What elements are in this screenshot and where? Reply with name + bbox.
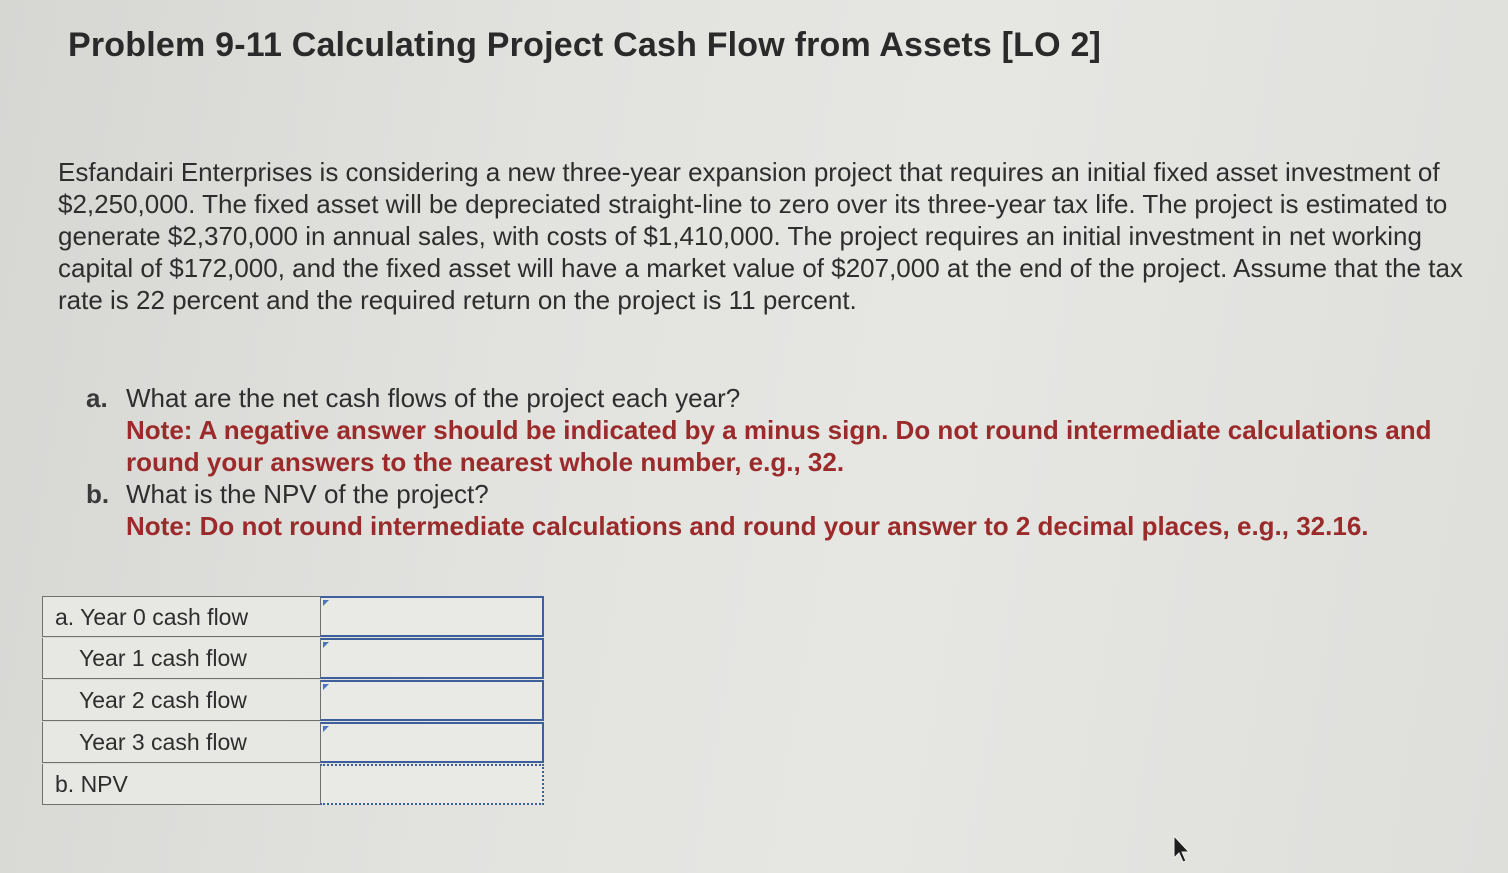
table-row [42,680,544,722]
row-label: b. NPV [42,764,320,805]
problem-statement: Esfandairi Enterprises is considering a new three-year expansion project that requires an initial fixed asset investment of $2,250,000. The fixed asset will be depreciated straight-line to zero over its three-year tax life. The project is estimated to generate $2,370,000 in annual sales, with costs of $1,410,000. The project requires an initial investment in net working capital of $172,000, and the fixed asset will have a market value of $207,000 at the end of the project. Assume that the tax rate is 22 percent and the required return on the project is 11 percent. [58,157,1463,315]
question-text: What is the NPV of the project? [126,479,489,509]
year-3-cash-flow-input-cell[interactable] [320,722,544,763]
question-note: Note: A negative answer should be indicated by a minus sign. Do not round intermediate calculations and round your answers to the nearest whole number, e.g., 32. [126,415,1432,477]
row-label: Year 2 cash flow [42,680,320,721]
question-b [86,478,1486,542]
question-note: Note: Do not round intermediate calculations and round your answer to 2 decimal places, e.g., 32.16. [126,511,1369,541]
question-list [86,382,1486,542]
year-3-cash-flow-input[interactable] [321,724,542,761]
mouse-pointer-icon [1172,834,1192,864]
year-0-cash-flow-input-cell[interactable] [320,596,544,637]
table-row [42,722,544,764]
input-marker-icon [323,642,329,648]
year-1-cash-flow-input-cell[interactable] [320,638,544,679]
year-2-cash-flow-input[interactable] [321,682,542,719]
row-label: Year 1 cash flow [42,638,320,679]
question-label: a. [86,383,108,413]
table-row [42,638,544,680]
row-label: a. Year 0 cash flow [42,596,320,637]
question-text: What are the net cash flows of the project each year? [126,383,741,413]
table-row [42,764,544,806]
year-0-cash-flow-input[interactable] [321,598,542,635]
year-2-cash-flow-input-cell[interactable] [320,680,544,721]
npv-input-cell[interactable] [320,764,544,805]
table-row [42,596,544,638]
row-label: Year 3 cash flow [42,722,320,763]
input-marker-icon [323,684,329,690]
answer-table [42,596,544,806]
input-marker-icon [323,726,329,732]
year-1-cash-flow-input[interactable] [321,640,542,677]
npv-input[interactable] [321,766,542,803]
input-marker-icon [323,600,329,606]
question-label: b. [86,479,110,509]
page-title: Problem 9-11 Calculating Project Cash Flow from Assets [LO 2] [68,26,1102,64]
question-a [86,382,1486,478]
